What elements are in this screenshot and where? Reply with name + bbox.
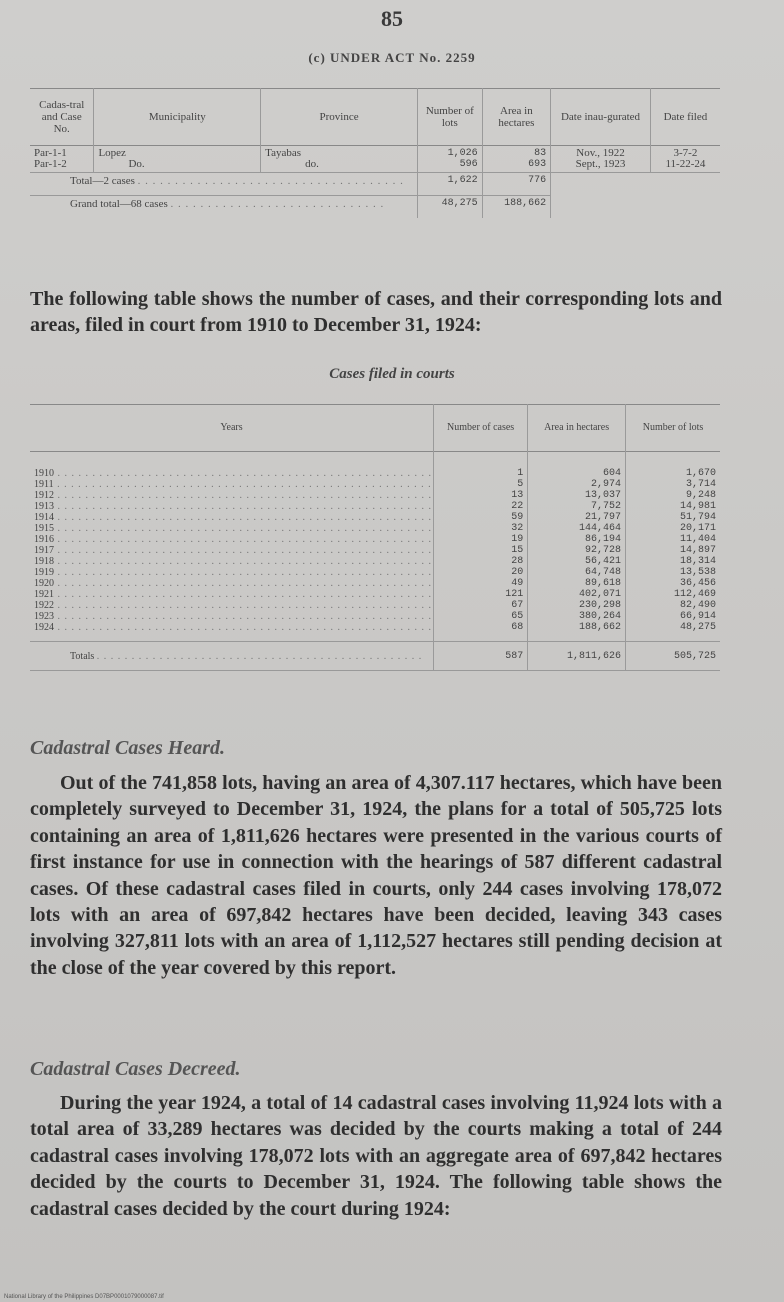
cadastral-cases-table [30,88,720,218]
year: 1919 [34,567,54,578]
table-row: 1924 . . . . . . . . . . . . . . . . . . . . . . . . . . . . . . . . . . . . . . . . . . . . . . . . . . . . . . 68 188,662 48,275 [30,622,720,642]
area-hectares: 21,797 [528,512,626,523]
year: 1912 [34,490,54,501]
table-row [30,146,720,173]
number-of-cases: 15 [434,545,528,556]
table-row: 1915 . . . . . . . . . . . . . . . . . . . . . . . . . . . . . . . . . . . . . . . . . . . . . . . . . . . . . . 32 144,464 20,171 [30,523,720,534]
cases-filed-table [30,404,720,671]
column-header: Province [261,89,418,146]
case-no: Par-1-2 [34,158,67,170]
grand-total-lots: 48,275 [418,196,483,219]
year: 1918 [34,556,54,567]
column-header: Number of lots [418,89,483,146]
column-header: Area in hectares [482,89,551,146]
year: 1924 [34,622,54,633]
area-hectares: 89,618 [528,578,626,589]
column-header: Date inau-gurated [551,89,651,146]
number-of-lots: 1,670 [626,452,720,480]
heading-cases-decreed: Cadastral Cases Decreed. [30,1058,241,1080]
area-hectares: 380,264 [528,611,626,622]
area-hectares: 83 [534,148,547,159]
area-hectares: 13,037 [528,490,626,501]
heading-cases-heard: Cadastral Cases Heard. [30,737,226,759]
section-caption: (c) UNDER ACT No. 2259 [308,50,476,65]
number-of-cases: 68 [434,622,528,642]
year: 1913 [34,501,54,512]
column-header: Number of cases [434,405,528,452]
number-of-lots: 82,490 [626,600,720,611]
table-row: 1920 . . . . . . . . . . . . . . . . . . . . . . . . . . . . . . . . . . . . . . . . . . . . . . . . . . . . . . 49 89,618 36,456 [30,578,720,589]
table-header-row [30,89,720,146]
table-row: 1914 . . . . . . . . . . . . . . . . . . . . . . . . . . . . . . . . . . . . . . . . . . . . . . . . . . . . . . 59 21,797 51,794 [30,512,720,523]
table-row: 1910 . . . . . . . . . . . . . . . . . . . . . . . . . . . . . . . . . . . . . . . . . . . . . . . . . . . . . . 1 604 1,670 [30,452,720,480]
number-of-cases: 20 [434,567,528,578]
paragraph-cases-heard: Out of the 741,858 lots, having an area of 4,307.117 hectares, which have been completely surveyed to December 31, 1924, the plans for a total of 505,725 lots containing an area of 1,811,626 hectares were presented in the various courts of first instance for use in connection with the hearings of 587 different cadastral cases. Of these cadastral cases filed in courts, only 244 cases involving 178,072 lots with an area of 697,842 hectares have been decided, leaving 343 cases involving 327,811 lots with an area of 1,112,527 hectares still pending decision at the close of the year covered by this report. [30,772,722,979]
number-of-cases: 1 [434,452,528,480]
number-of-lots: 13,538 [626,567,720,578]
grand-total-row: Grand total—68 cases . . . . . . . . . . . . . . . . . . . . . . . . . . . . . 48,275 188,662 [30,196,720,219]
year: 1921 [34,589,54,600]
municipality: Lopez [98,147,126,159]
number-of-cases: 22 [434,501,528,512]
table-row: 1916 . . . . . . . . . . . . . . . . . . . . . . . . . . . . . . . . . . . . . . . . . . . . . . . . . . . . . . 19 86,194 11,404 [30,534,720,545]
totals-label: Totals [70,650,95,662]
year: 1923 [34,611,54,622]
case-no: Par-1-1 [34,147,67,159]
year: 1911 [34,479,54,490]
number-of-cases: 49 [434,578,528,589]
intro-paragraph: The following table shows the number of cases, and their corresponding lots and areas, filed in court from 1910 to December 31, 1924: [30,288,722,336]
paragraph-cases-decreed: During the year 1924, a total of 14 cadastral cases involving 11,924 lots with a total area of 33,289 hectares was decided by the courts making a total of 244 cadastral cases involving 178,072 lots with an aggregate area of 697,842 hectares decided by the courts to December 31, 1924. The following table shows the cadastral cases decided by the court during 1924: [30,1092,722,1220]
year: 1910 [34,468,54,479]
number-of-cases: 19 [434,534,528,545]
table-row: 1912 . . . . . . . . . . . . . . . . . . . . . . . . . . . . . . . . . . . . . . . . . . . . . . . . . . . . . . 13 13,037 9,248 [30,490,720,501]
number-of-cases: 65 [434,611,528,622]
table-row: 1913 . . . . . . . . . . . . . . . . . . . . . . . . . . . . . . . . . . . . . . . . . . . . . . . . . . . . . . 22 7,752 14,981 [30,501,720,512]
page-number: 85 [381,6,403,31]
area-hectares: 56,421 [528,556,626,567]
column-header: Number of lots [626,405,720,452]
year: 1917 [34,545,54,556]
year: 1915 [34,523,54,534]
grand-total-area: 188,662 [482,196,551,219]
column-header: Years [220,422,243,433]
area-hectares: 7,752 [528,501,626,512]
number-of-cases: 13 [434,490,528,501]
total-cases: 587 [434,642,528,671]
table-row: 1917 . . . . . . . . . . . . . . . . . . . . . . . . . . . . . . . . . . . . . . . . . . . . . . . . . . . . . . 15 92,728 14,897 [30,545,720,556]
number-of-cases: 121 [434,589,528,600]
grand-total-label: Grand total—68 cases [70,198,168,210]
number-of-lots: 20,171 [626,523,720,534]
date-filed: 3-7-2 [673,147,698,159]
number-of-lots: 3,714 [626,479,720,490]
column-header: Municipality [94,89,261,146]
footer-text: National Library of the Philippines D07BP0001079000087.tif [4,1294,164,1300]
number-of-lots: 596 [459,159,478,170]
table-row: 1911 . . . . . . . . . . . . . . . . . . . . . . . . . . . . . . . . . . . . . . . . . . . . . . . . . . . . . . 5 2,974 3,714 [30,479,720,490]
number-of-cases: 28 [434,556,528,567]
column-header: Area in hectares [528,405,626,452]
area-hectares: 92,728 [528,545,626,556]
date-inaugurated: Nov., 1922 [576,147,625,159]
date-inaugurated: Sept., 1923 [575,158,626,170]
totals-row: Totals . . . . . . . . . . . . . . . . . . . . . . . . . . . . . . . . . . . . . . . . . . . . . . . 587 1,811,626 505,725 [30,642,720,671]
table-caption: Cases filed in courts [329,366,455,382]
province: do. [305,158,319,170]
area-hectares: 230,298 [528,600,626,611]
province: Tayabas [265,147,302,159]
total-area: 1,811,626 [528,642,626,671]
number-of-lots: 66,914 [626,611,720,622]
number-of-cases: 67 [434,600,528,611]
table-row: 1921 . . . . . . . . . . . . . . . . . . . . . . . . . . . . . . . . . . . . . . . . . . . . . . . . . . . . . . 121 402,071 112,469 [30,589,720,600]
municipality: Do. [128,158,145,170]
total-label: Total—2 cases [70,175,135,187]
year: 1922 [34,600,54,611]
number-of-cases: 5 [434,479,528,490]
table-row: 1918 . . . . . . . . . . . . . . . . . . . . . . . . . . . . . . . . . . . . . . . . . . . . . . . . . . . . . . 28 56,421 18,314 [30,556,720,567]
number-of-lots: 11,404 [626,534,720,545]
year: 1920 [34,578,54,589]
number-of-cases: 59 [434,512,528,523]
number-of-lots: 36,456 [626,578,720,589]
total-area: 776 [482,173,551,196]
number-of-lots: 9,248 [626,490,720,501]
number-of-lots: 112,469 [626,589,720,600]
number-of-lots: 14,897 [626,545,720,556]
area-hectares: 86,194 [528,534,626,545]
table-row: 1923 . . . . . . . . . . . . . . . . . . . . . . . . . . . . . . . . . . . . . . . . . . . . . . . . . . . . . . 65 380,264 66,914 [30,611,720,622]
total-row: Total—2 cases . . . . . . . . . . . . . . . . . . . . . . . . . . . . . . . . . . . . 1,622 776 [30,173,720,196]
table-row: 1922 . . . . . . . . . . . . . . . . . . . . . . . . . . . . . . . . . . . . . . . . . . . . . . . . . . . . . . 67 230,298 82,490 [30,600,720,611]
area-hectares: 693 [528,159,547,170]
area-hectares: 402,071 [528,589,626,600]
column-header: Cadas-tral and Case No. [39,99,85,135]
number-of-lots: 51,794 [626,512,720,523]
column-header: Date filed [650,89,720,146]
total-lots: 1,622 [418,173,483,196]
table-header-row [30,405,720,452]
table-row: 1919 . . . . . . . . . . . . . . . . . . . . . . . . . . . . . . . . . . . . . . . . . . . . . . . . . . . . . . 20 64,748 13,538 [30,567,720,578]
number-of-lots: 18,314 [626,556,720,567]
total-lots: 505,725 [626,642,720,671]
area-hectares: 64,748 [528,567,626,578]
area-hectares: 604 [528,452,626,480]
area-hectares: 2,974 [528,479,626,490]
year: 1916 [34,534,54,545]
number-of-lots: 14,981 [626,501,720,512]
number-of-cases: 32 [434,523,528,534]
area-hectares: 188,662 [528,622,626,642]
year: 1914 [34,512,54,523]
number-of-lots: 1,026 [447,148,478,159]
area-hectares: 144,464 [528,523,626,534]
date-filed: 11-22-24 [665,158,706,170]
number-of-lots: 48,275 [626,622,720,642]
